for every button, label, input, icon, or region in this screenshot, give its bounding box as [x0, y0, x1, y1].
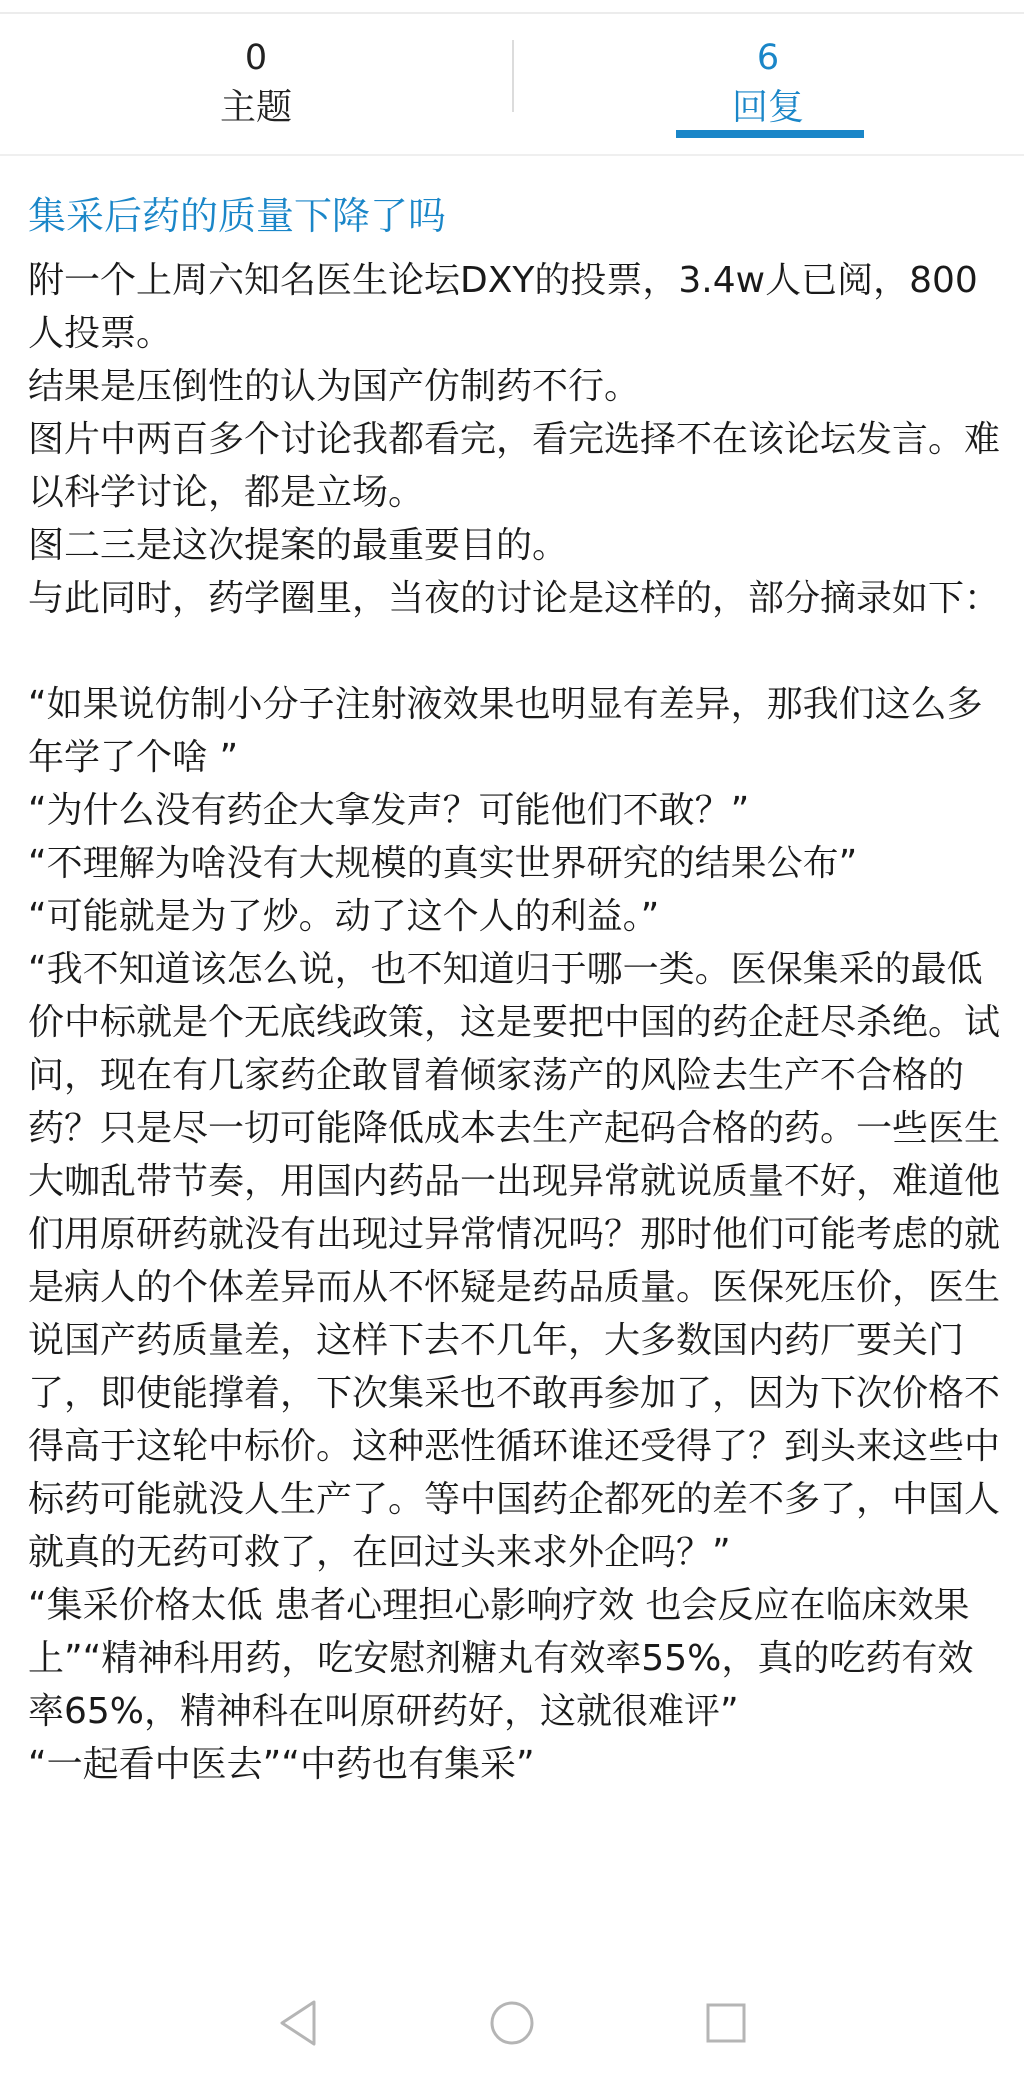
- post-quote: “不理解为啥没有大规模的真实世界研究的结果公布”: [28, 843, 858, 884]
- post-blank-line: [28, 625, 1003, 678]
- active-tab-indicator: [676, 130, 864, 138]
- post-quote: “可能就是为了炒。动了这个人的利益。”: [28, 896, 660, 937]
- home-circle-icon: [488, 1999, 536, 2047]
- replies-count: 6: [756, 38, 780, 78]
- tab-replies[interactable]: [512, 14, 1024, 156]
- back-triangle-icon: [276, 1998, 320, 2048]
- reply-content: [28, 190, 1003, 1965]
- post-body: [28, 254, 1003, 1791]
- post-line: 与此同时，药学圈里，当夜的讨论是这样的，部分摘录如下：: [28, 578, 1001, 619]
- top-divider: [0, 0, 1024, 14]
- topic-reply-tabs: [0, 14, 1024, 156]
- system-navigation-bar: [0, 1968, 1024, 2083]
- post-line: 附一个上周六知名医生论坛DXY的投票，3.4w人已阅，800人投票。: [28, 260, 978, 354]
- post-quote: “如果说仿制小分子注射液效果也明显有差异，那我们这么多年学了个啥 ”: [28, 684, 983, 778]
- post-quote: “为什么没有药企大拿发声？可能他们不敢？”: [28, 790, 750, 831]
- tab-topics[interactable]: [0, 14, 512, 156]
- post-line: 结果是压倒性的认为国产仿制药不行。: [28, 366, 641, 407]
- back-button[interactable]: [258, 1988, 338, 2058]
- post-title[interactable]: 集采后药的质量下降了吗: [28, 194, 447, 238]
- replies-label: 回复: [731, 87, 804, 128]
- home-button[interactable]: [472, 1988, 552, 2058]
- post-line: 图二三是这次提案的最重要目的。: [28, 525, 569, 566]
- post-quote: “集采价格太低 患者心理担心影响疗效 也会反应在临床效果上”“精神科用药，吃安慰剂糖丸有效率55%，真的吃药有效率65%，精神科在叫原研药好，这就很难评”: [28, 1585, 974, 1732]
- post-quote: “我不知道该怎么说，也不知道归于哪一类。医保集采的最低价中标就是个无底线政策，这是要把中国的药企赶尽杀绝。试问，现在有几家药企敢冒着倾家荡产的风险去生产不合格的药？只是尽一切可能降低成本去生产起码合格的药。一些医生大咖乱带节奏，用国内药品一出现异常就说质量不好，难道他们用原研药就没有出现过异常情况吗？那时他们可能考虑的就是病人的个体差异而从不怀疑是药品质量。医保死压价，医生说国产药质量差，这样下去不几年，大多数国内药厂要关门了，即使能撑着，下次集采也不敢再参加了，因为下次价格不得高于这轮中标价。这种恶性循环谁还受得了？到头来这些中标药可能就没人生产了。等中国药企都死的差不多了，中国人就真的无药可救了，在回过头来求外企吗？”: [28, 949, 1001, 1573]
- post-quote: “一起看中医去”“中药也有集采”: [28, 1744, 535, 1785]
- post-line: 图片中两百多个讨论我都看完，看完选择不在该论坛发言。难以科学讨论，都是立场。: [28, 419, 1001, 513]
- topics-count: 0: [244, 38, 268, 78]
- recents-square-icon: [704, 2001, 748, 2045]
- topics-label: 主题: [219, 87, 292, 128]
- recents-button[interactable]: [686, 1988, 766, 2058]
